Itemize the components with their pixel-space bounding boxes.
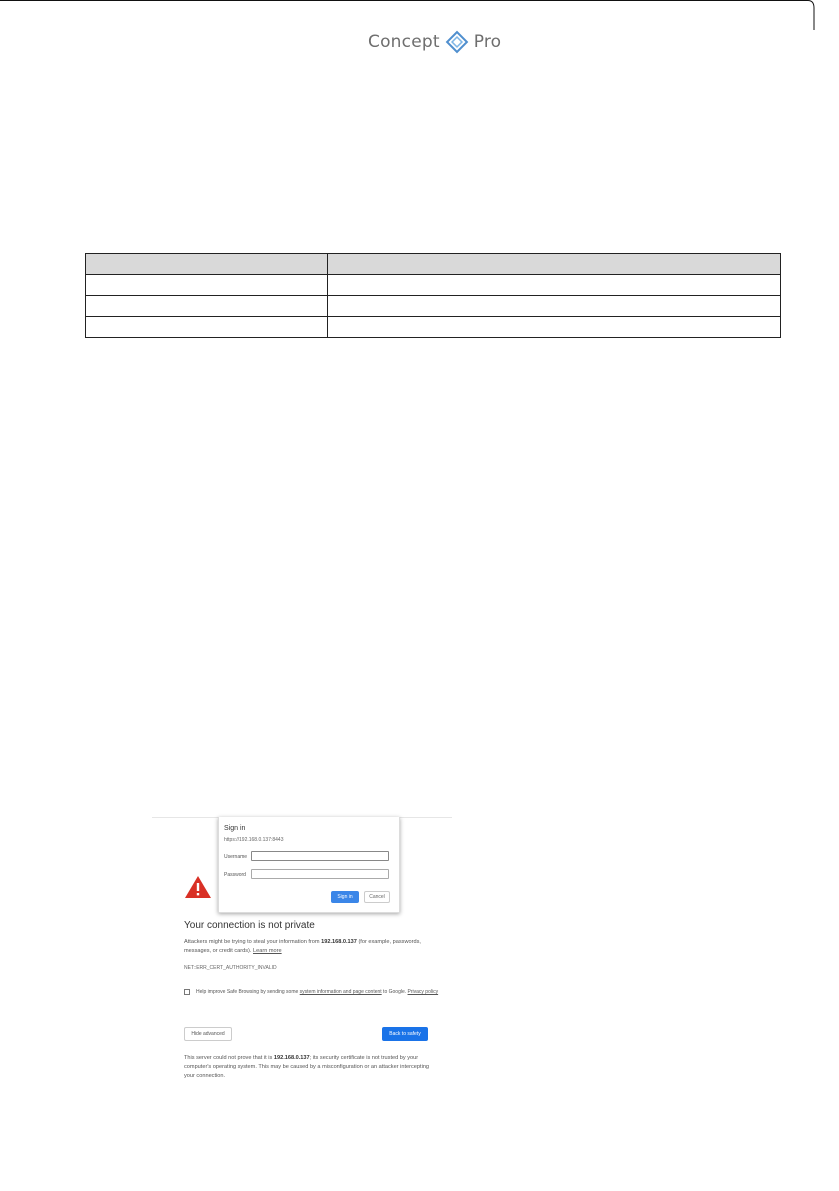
browser-screenshot — [152, 817, 452, 1097]
sign-in-button[interactable]: Sign in — [331, 891, 359, 903]
detail-text-part: ; its security certificate is not trusted by your computer's operating system. This may be caused by a misconfiguration or an attacker intercepting your connection. — [184, 1055, 430, 1079]
password-label: Password — [224, 872, 246, 878]
help-text-part: Help improve Safe Browsing by sending some — [196, 989, 300, 995]
certificate-detail-text — [184, 1054, 434, 1081]
table-cell — [86, 275, 328, 296]
cancel-button[interactable]: Cancel — [364, 891, 390, 903]
username-field[interactable] — [251, 851, 389, 861]
dialog-title: Sign in — [224, 825, 246, 832]
safe-browsing-checkbox[interactable] — [184, 989, 190, 995]
username-label: Username — [224, 854, 248, 860]
detail-text-part: This server could not prove that it is — [184, 1055, 274, 1061]
privacy-policy-link[interactable]: Privacy policy — [407, 989, 439, 995]
logo-text-concept: Concept — [368, 32, 440, 52]
attack-warning-text — [184, 938, 434, 956]
error-code: NET::ERR_CERT_AUTHORITY_INVALID — [184, 965, 277, 971]
table-row — [86, 275, 781, 296]
sign-in-dialog — [218, 817, 400, 913]
table-cell — [328, 275, 781, 296]
concept-pro-diamond-icon — [445, 30, 469, 54]
table-header-cell — [86, 254, 328, 275]
connection-warning-heading: Your connection is not private — [184, 920, 315, 931]
table-cell — [328, 296, 781, 317]
concept-pro-logo — [368, 30, 501, 54]
safe-browsing-text — [196, 988, 446, 997]
hide-advanced-button[interactable]: Hide advanced — [184, 1027, 232, 1041]
warning-triangle-icon — [184, 875, 212, 899]
table-row — [86, 296, 781, 317]
table-header-row — [86, 254, 781, 275]
attack-text-part: Attackers might be trying to steal your information from — [184, 939, 322, 945]
logo-text-pro: Pro — [473, 32, 502, 52]
dialog-url: https://192.168.0.137:8443 — [224, 837, 284, 843]
document-table — [85, 253, 781, 338]
system-info-link[interactable]: system information and page content — [299, 989, 382, 995]
table-cell — [86, 317, 328, 338]
page-corner-rule — [0, 0, 815, 30]
password-field[interactable] — [251, 869, 389, 879]
detail-host: 192.168.0.137 — [273, 1055, 310, 1061]
back-to-safety-button[interactable]: Back to safety — [382, 1027, 428, 1041]
help-text-part: to Google. — [381, 989, 408, 995]
attack-host: 192.168.0.137 — [321, 939, 357, 945]
attack-text-part: (for example, passwords, messages, or credit cards). — [184, 939, 421, 954]
table-row — [86, 317, 781, 338]
table-cell — [328, 317, 781, 338]
table-header-cell — [328, 254, 781, 275]
learn-more-link[interactable]: Learn more — [253, 948, 282, 954]
table-cell — [86, 296, 328, 317]
